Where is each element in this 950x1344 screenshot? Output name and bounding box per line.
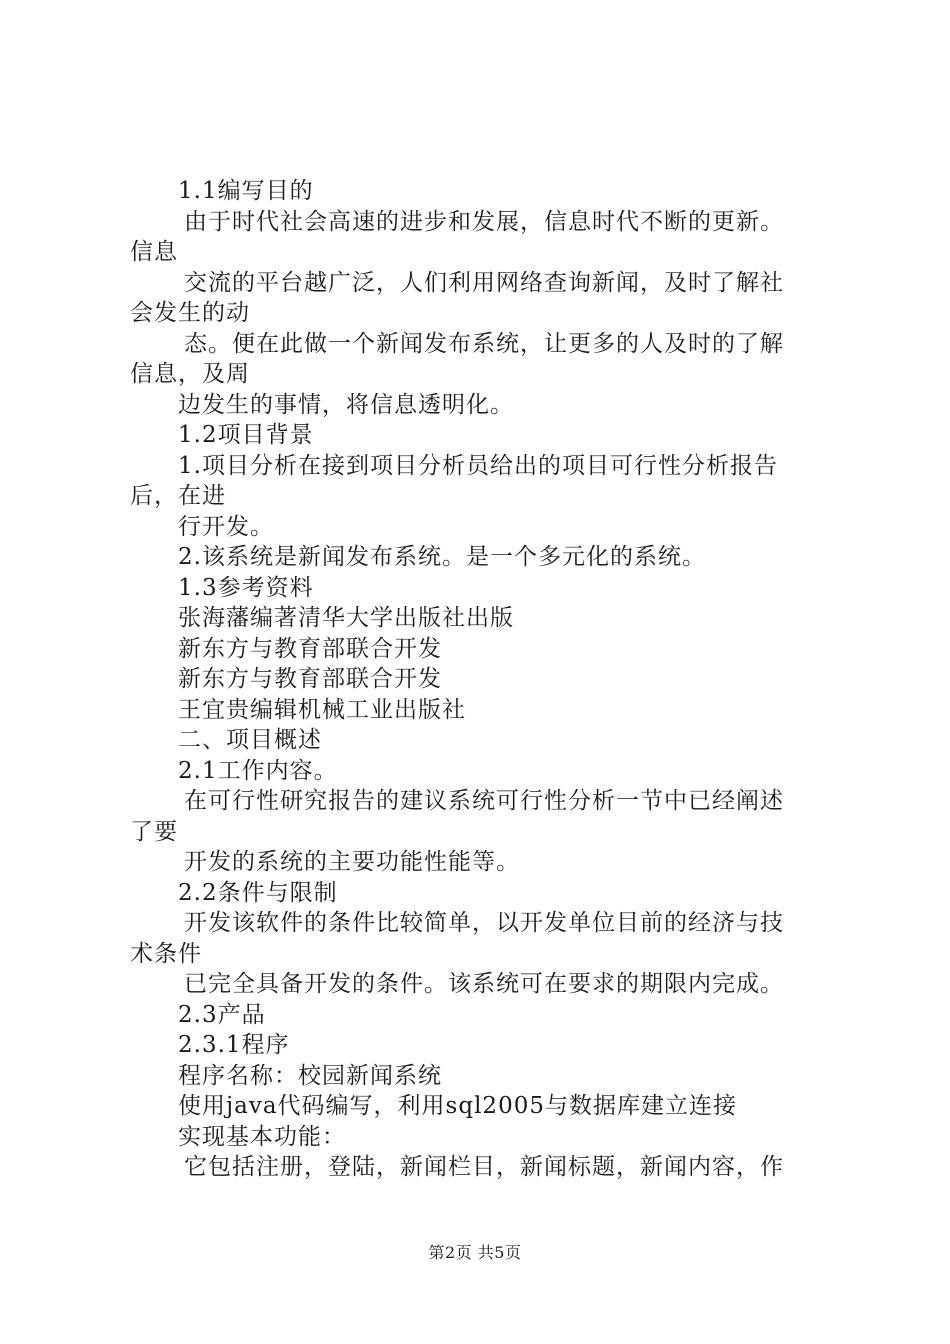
page-footer: 第2页 共5页	[428, 1243, 522, 1262]
text-line: 后，在进	[130, 483, 226, 509]
text-line: 术条件	[130, 940, 202, 967]
text-line: 由于时代社会高速的进步和发展，信息时代不断的更新。	[184, 208, 784, 235]
text-line: 1.2项目背景	[178, 422, 314, 448]
text-line: 2.该系统是新闻发布系统。是一个多元化的系统。	[178, 544, 706, 570]
text-line: 新东方与教育部联合开发	[178, 666, 442, 692]
text-line: 2.1工作内容。	[178, 757, 338, 784]
text-line: 使用java代码编写，利用sql2005与数据库建立连接	[178, 1093, 737, 1119]
text-line: 2.2条件与限制	[178, 879, 338, 906]
text-line: 交流的平台越广泛，人们利用网络查询新闻，及时了解社	[184, 269, 784, 296]
text-line: 边发生的事情，将信息透明化。	[178, 391, 514, 418]
text-line: 态。便在此做一个新闻发布系统，让更多的人及时的了解	[184, 330, 784, 357]
text-line: 开发该软件的条件比较简单，以开发单位目前的经济与技	[184, 910, 784, 936]
text-line: 会发生的动	[130, 300, 250, 326]
text-line: 王宜贵编辑机械工业出版社	[178, 696, 466, 723]
text-line: 已完全具备开发的条件。该系统可在要求的期限内完成。	[184, 971, 784, 997]
text-line: 新东方与教育部联合开发	[178, 635, 442, 662]
text-line: 信息，及周	[130, 361, 250, 387]
text-line: 2.3产品	[178, 1001, 266, 1028]
text-line: 了要	[130, 818, 178, 845]
text-line: 实现基本功能：	[178, 1123, 346, 1150]
text-line: 开发的系统的主要功能性能等。	[184, 849, 520, 875]
text-line: 在可行性研究报告的建议系统可行性分析一节中已经阐述	[184, 788, 784, 814]
text-line: 1.1编写目的	[178, 178, 314, 204]
text-line: 张海藩编著清华大学出版社出版	[178, 605, 514, 631]
document-body	[130, 176, 835, 1183]
text-line: 二、项目概述	[178, 727, 322, 753]
text-line: 信息	[130, 239, 178, 265]
text-line: 1.项目分析在接到项目分析员给出的项目可行性分析报告	[178, 452, 778, 479]
text-line: 它包括注册，登陆，新闻栏目，新闻标题，新闻内容，作	[184, 1154, 784, 1180]
text-line: 2.3.1程序	[178, 1032, 290, 1058]
text-line: 程序名称：校园新闻系统	[178, 1062, 442, 1089]
text-line: 行开发。	[178, 513, 274, 540]
text-line: 1.3参考资料	[178, 574, 314, 601]
